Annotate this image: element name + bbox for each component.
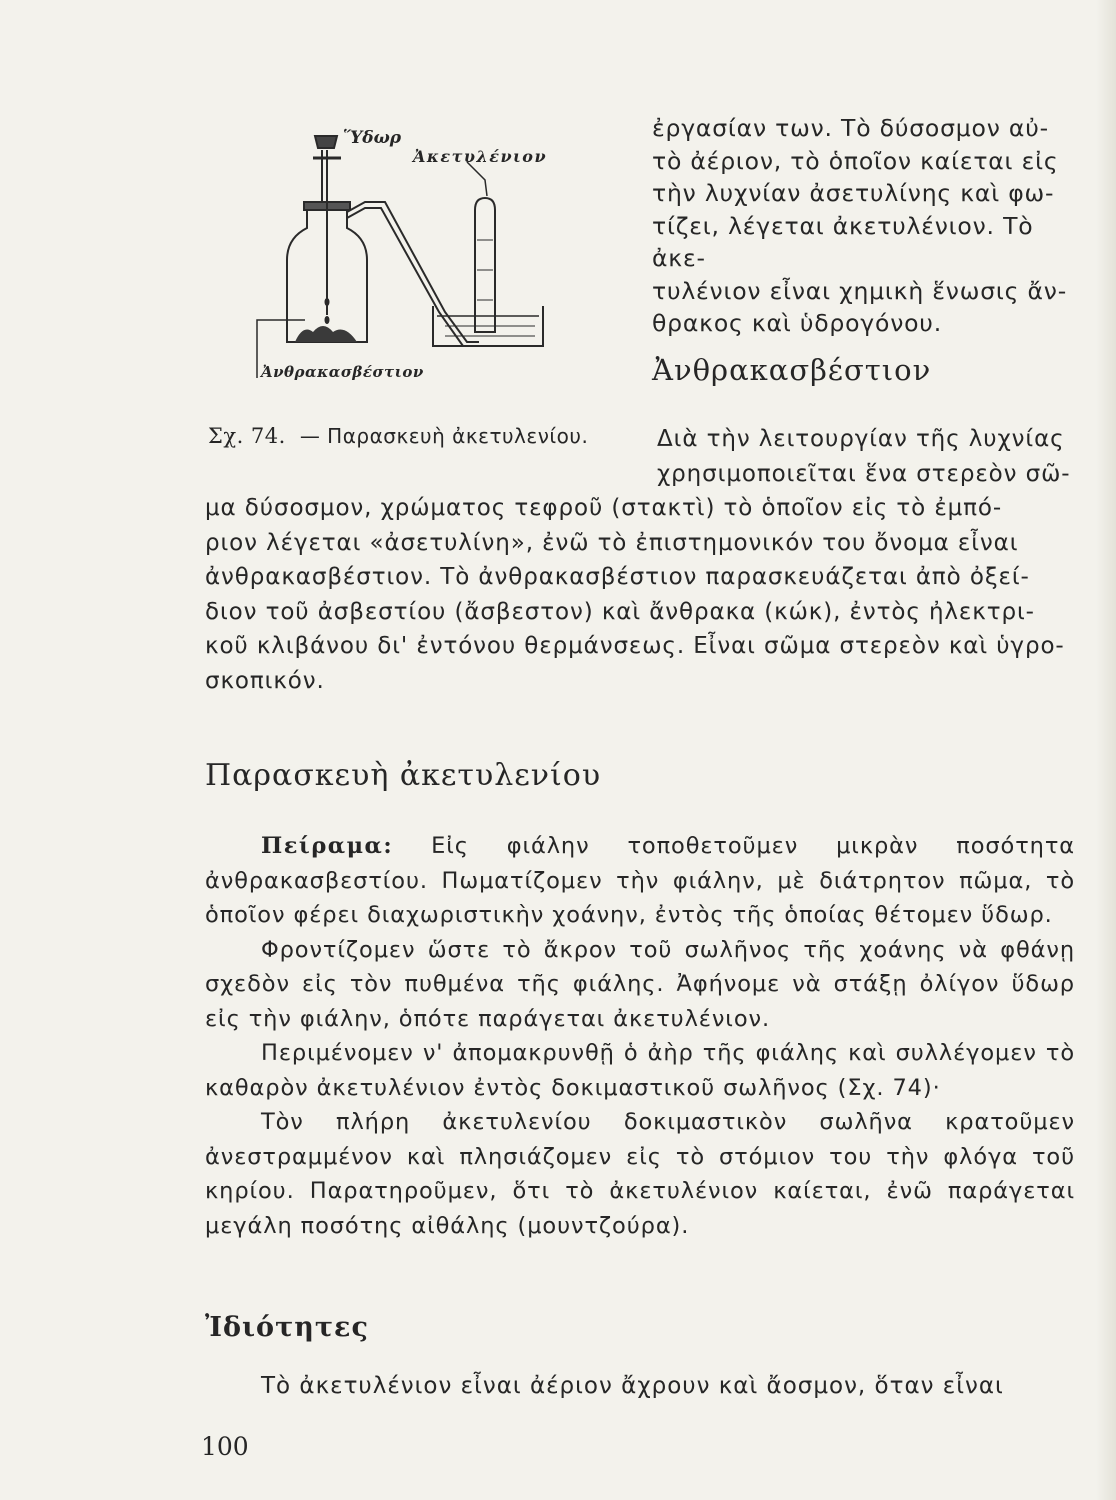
page-edge-shadow [1096,0,1116,1500]
preparation-paragraph-1 [205,829,1075,933]
carbide-line: Διὰ τὴν λειτουργίαν τῆς λυχνίας [657,426,1065,452]
side-line: θρακος καὶ ὑδρογόνου. [652,309,942,337]
label-carbide: Ἀνθρακασβέστιον [261,363,424,381]
page-number: 100 [201,1432,249,1461]
figure-acetylene-apparatus [205,120,650,455]
side-line: τυλένιον εἶναι χημικὴ ἕνωσις ἄν- [652,276,1068,305]
carbide-lumps [295,326,357,342]
carbide-line: μα δύσοσμον, χρώματος τεφροῦ (στακτὶ) τὸ ὁποῖον εἰς τὸ ἐμπό- [205,495,1003,521]
caption-number: Σχ. 74. [208,424,286,448]
test-tube [475,198,495,332]
carbide-line: κοῦ κλιβάνου δι' ἐντόνου θερμάνσεως. Εἶναι σῶμα στερεὸν καὶ ὑγρο- [205,633,1065,659]
caption-text: — Παρασκευὴ ἀκετυλενίου. [299,424,589,448]
side-line: τὸ ἀέριον, τὸ ὁποῖον καίεται εἰς [652,146,1059,175]
apparatus-drawing [205,120,650,455]
side-paragraph [652,112,1082,340]
experiment-label: Πείραμα: [261,833,394,859]
carbide-paragraph [205,422,1075,698]
properties-first-line: Τὸ ἀκετυλένιον εἶναι ἀέριον ἄχρουν καὶ ἄοσμον, ὅταν εἶναι [261,1373,1004,1399]
heading-properties: Ἰδιότητες [205,1312,369,1343]
carbide-line: διον τοῦ ἀσβεστίου (ἄσβεστον) καὶ ἄνθρακα (κώκ), ἐντὸς ἠλεκτρι- [205,598,1035,625]
side-line: τίζει, λέγεται ἀκετυλένιον. Τὸ ἀκε- [652,211,1034,272]
preparation-paragraph-4: Τὸν πλήρη ἀκετυλενίου δοκιμαστικὸν σωλῆνα κρατοῦμεν ἀνεστραμμένον καὶ πλησιάζομεν εἰς τὸ στόμιον του τὴν φλόγα τοῦ κηρίου. Παρατηροῦμεν, ὅτι τὸ ἀκετυλένιον καίεται, ἐνῶ παράγεται μεγάλη ποσότης αἰθάλης (μουντζούρα). [205,1109,1075,1239]
carbide-line: ἀνθρακασβέστιον. Τὸ ἀνθρακασβέστιον παρασκευάζεται ἀπὸ ὀξεί- [205,564,1030,590]
carbide-line: χρησιμοποιεῖται ἕνα στερεὸν σῶ- [657,460,1071,487]
side-line: ἐργασίαν των. Τὸ δύσοσμον αὐ- [652,114,1049,142]
paragraph-text: Εἰς φιάλην τοποθετοῦμεν μικρὰν ποσότητα ἀνθρακασβεστίου. Πωματίζομεν τὴν φιάλην, μὲ διάτρητον πῶμα, τὸ ὁποῖον φέρει διαχωριστικὴν χοάνην, ἐντὸς τῆς ὁποίας θέτομεν ὕδωρ. [205,833,1075,928]
carbide-line: ριον λέγεται «ἀσετυλίνη», ἐνῶ τὸ ἐπιστημονικόν του ὄνομα εἶναι [205,529,1019,556]
preparation-section [205,829,1075,1243]
side-line: τὴν λυχνίαν ἀσετυλίνης καὶ φω- [652,179,1055,207]
carbide-line: σκοπικόν. [205,667,325,694]
preparation-paragraph-2: Φροντίζομεν ὥστε τὸ ἄκρον τοῦ σωλῆνος τῆς χοάνης νὰ φθάνῃ σχεδὸν εἰς τὸν πυθμένα τῆς φιάλης. Ἀφήνομε νὰ στάξῃ ὀλίγον ὕδωρ εἰς τὴν φιάλην, ὁπότε παράγεται ἀκετυλένιον. [205,936,1075,1032]
label-acetylene: Ἀκετυλένιον [413,147,548,166]
preparation-paragraph-3: Περιμένομεν ν' ἀπομακρυνθῇ ὁ ἀὴρ τῆς φιάλης καὶ συλλέγομεν τὸ καθαρὸν ἀκετυλένιον ἐντὸς δοκιμαστικοῦ σωλῆνος (Σχ. 74)· [205,1040,1075,1101]
dropping-funnel [315,136,337,148]
heading-carbide: Ἀνθρακασβέστιον [652,353,932,387]
heading-preparation: Παρασκευὴ ἀκετυλενίου [205,758,602,793]
label-water: Ὕδωρ [343,128,402,148]
